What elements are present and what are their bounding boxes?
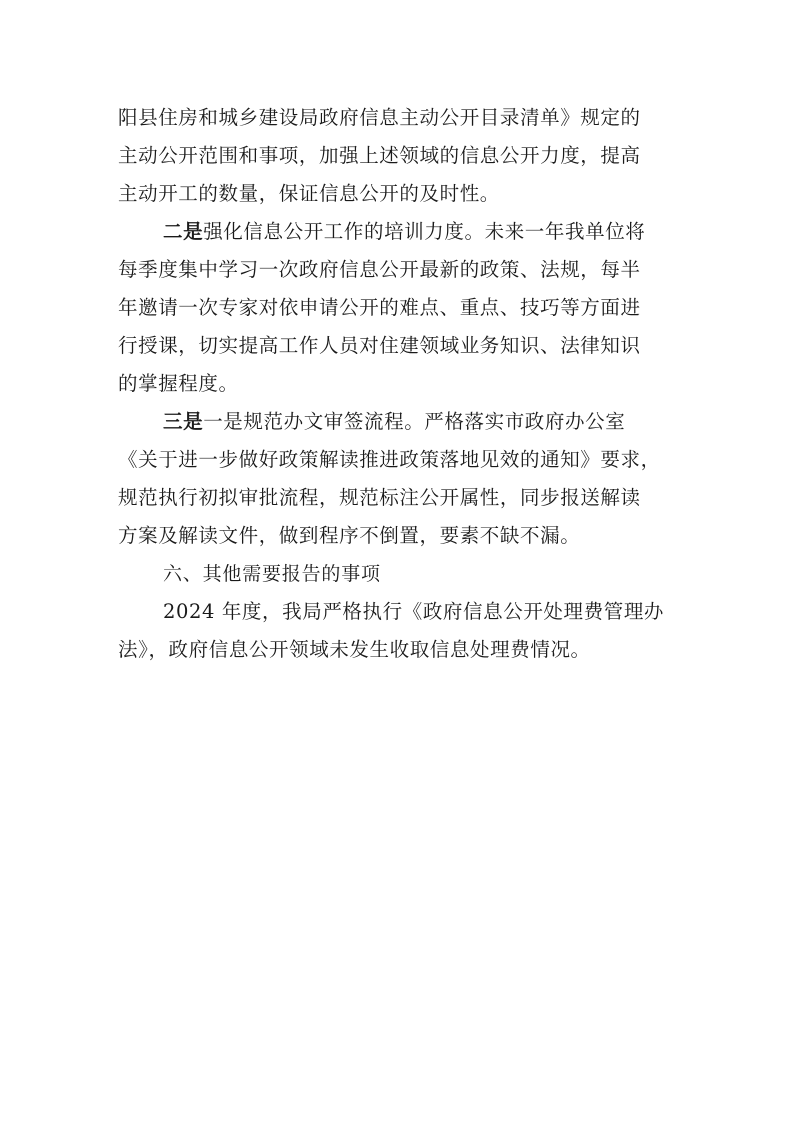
paragraph-line — [163, 404, 625, 440]
paragraph-line: 阳县住房和城乡建设局政府信息主动公开目录清单》规定的 — [118, 106, 641, 129]
paragraph-text: 强化信息公开工作的培训力度。未来一年我单位将 — [203, 220, 646, 243]
paragraph-line: 行授课，切实提高工作人员对住建领域业务知识、法律知识 — [118, 334, 641, 357]
paragraph-line: 每季度集中学习一次政府信息公开最新的政策、法规，每半 — [118, 258, 641, 281]
paragraph-line: 主动开工的数量，保证信息公开的及时性。 — [118, 182, 500, 205]
paragraph-line: 年邀请一次专家对依申请公开的难点、重点、技巧等方面进 — [118, 296, 641, 319]
paragraph-line: 方案及解读文件，做到程序不倒置，要素不缺不漏。 — [118, 524, 581, 547]
paragraph-text: 一是规范办文审签流程。严格落实市政府办公室 — [203, 410, 626, 433]
section-heading: 六、其他需要报告的事项 — [163, 563, 381, 585]
paragraph-lead: 三是 — [163, 410, 204, 433]
paragraph-lead: 二是 — [163, 220, 204, 243]
paragraph-line: 2024 年度，我局严格执行《政府信息公开处理费管理办 — [163, 600, 665, 623]
paragraph-line: 规范执行初拟审批流程，规范标注公开属性，同步报送解读 — [118, 486, 641, 509]
paragraph-line: 法》，政府信息公开领域未发生收取信息处理费情况。 — [118, 638, 591, 661]
paragraph-line: 的掌握程度。 — [118, 372, 239, 395]
paragraph-line — [163, 214, 645, 250]
paragraph-line: 主动公开范围和事项，加强上述领域的信息公开力度，提高 — [118, 144, 641, 167]
paragraph-line: 《关于进一步做好政策解读推进政策落地见效的通知》要求， — [118, 448, 661, 471]
